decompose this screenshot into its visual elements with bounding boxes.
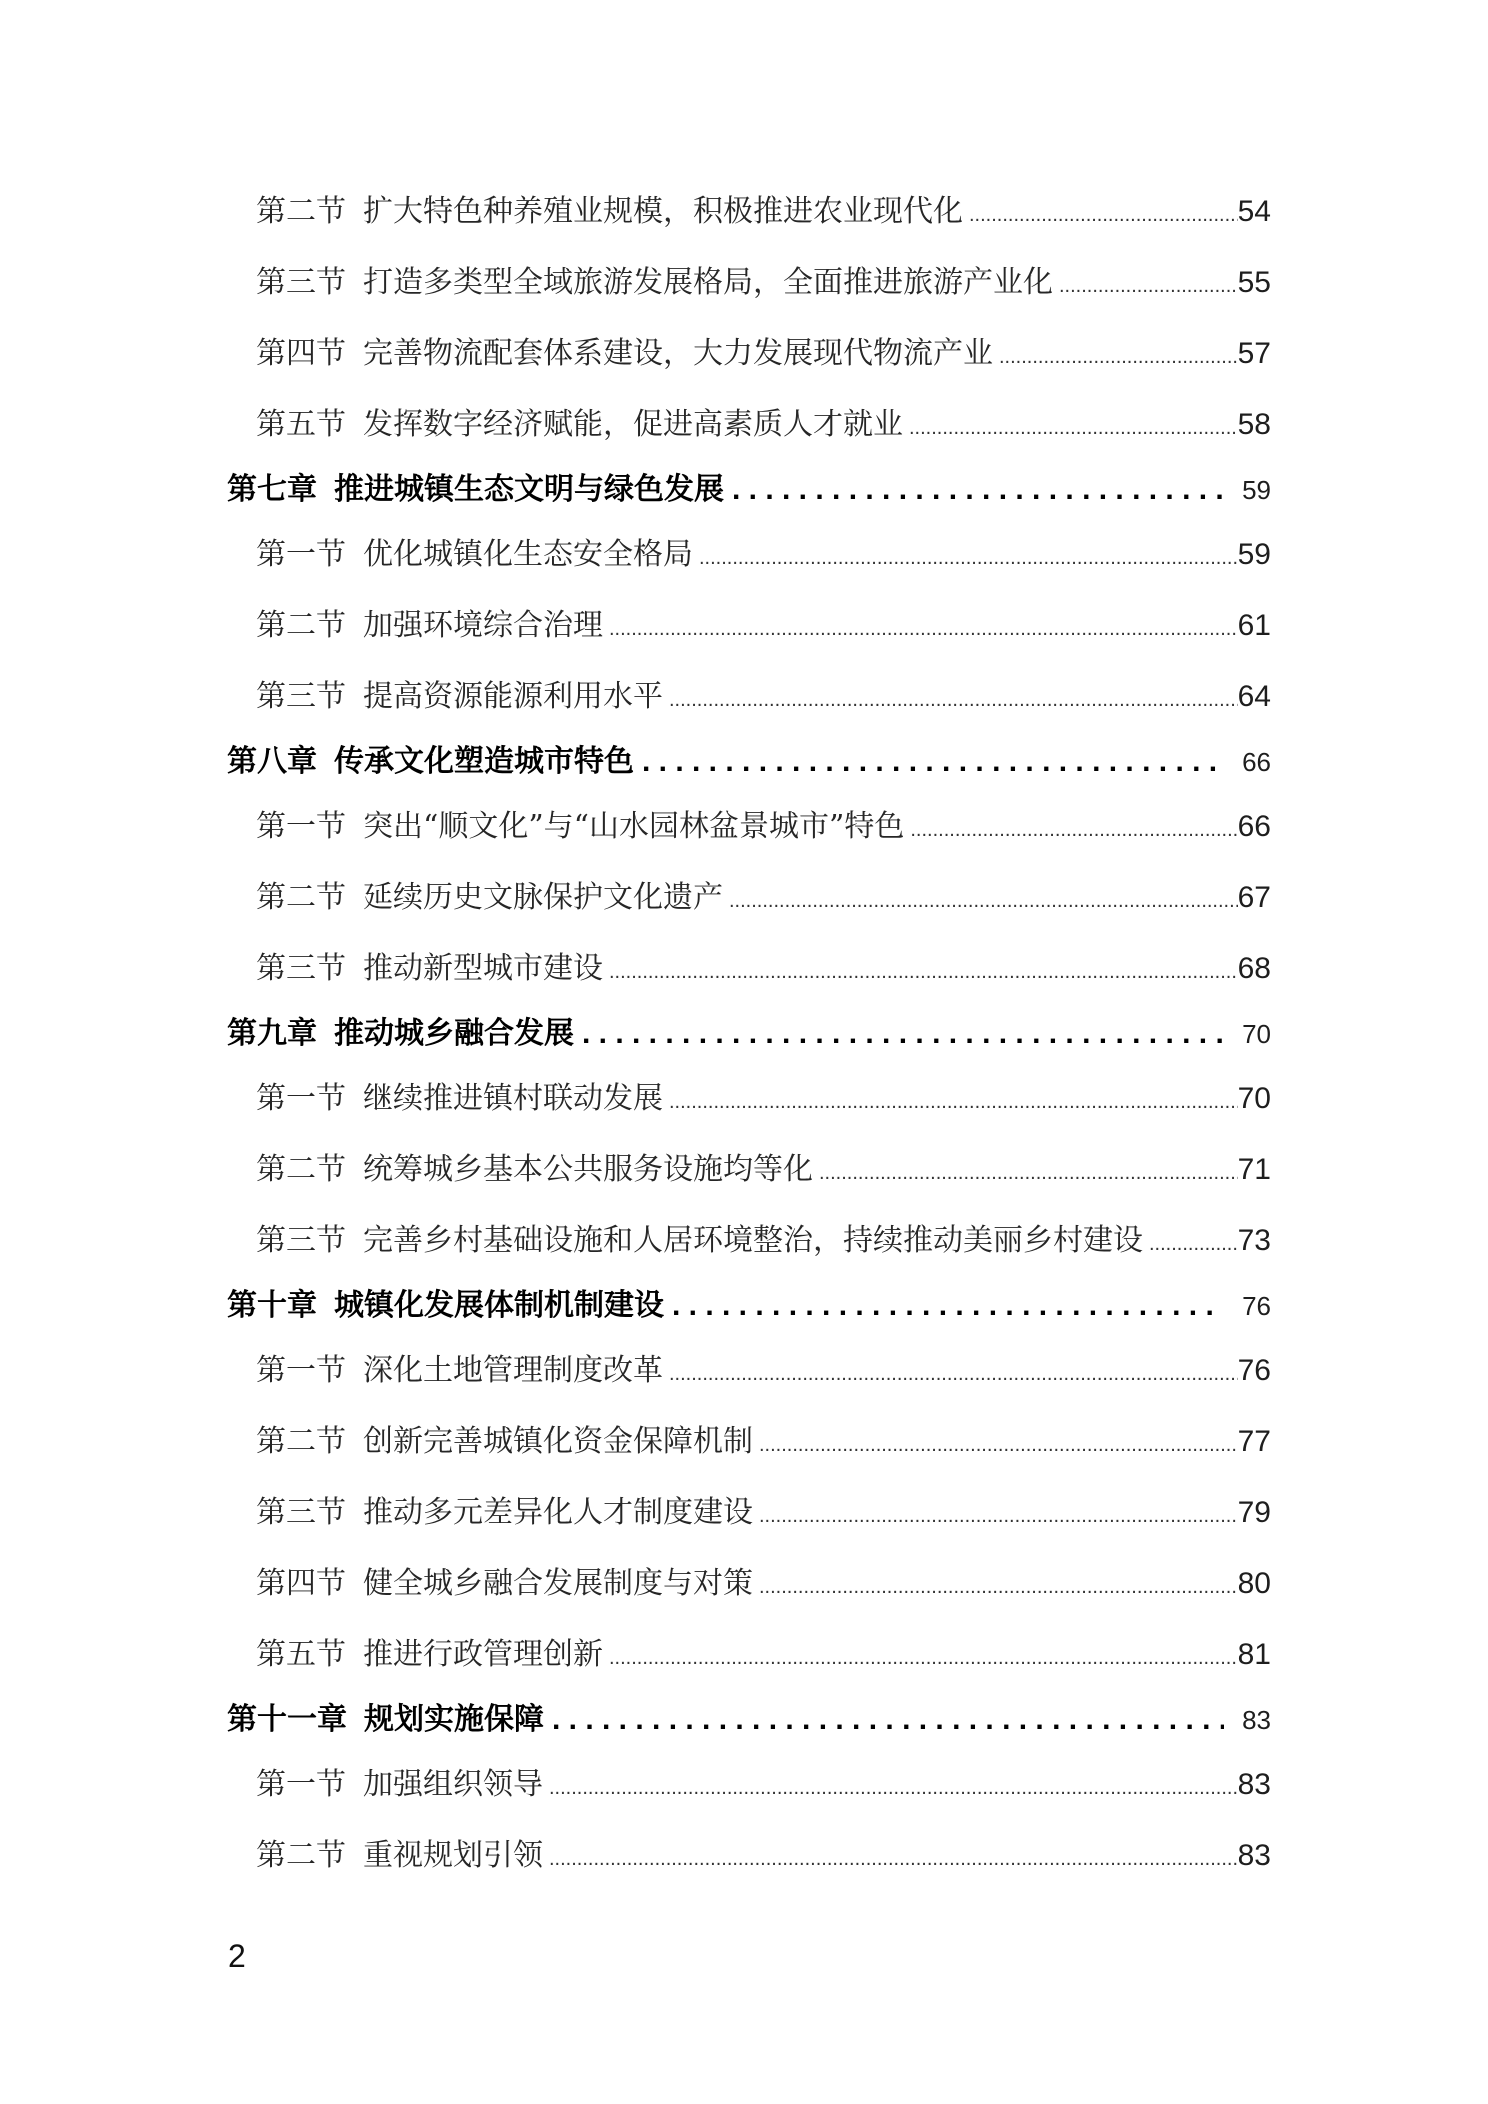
section-page-number: 81 — [1237, 1638, 1271, 1671]
dot-leader — [609, 1623, 1238, 1694]
section-page-number: 59 — [1237, 538, 1271, 571]
dot-leader — [642, 732, 1224, 791]
dot-leader — [609, 594, 1238, 665]
dot-leader — [549, 1753, 1238, 1824]
dot-leader — [669, 665, 1238, 736]
toc-section-row — [0, 1749, 1488, 1820]
section-label: 第四节 — [256, 1566, 346, 1601]
section-page-number: 83 — [1237, 1839, 1271, 1872]
toc-section-row — [0, 590, 1488, 661]
toc-section-row — [0, 1548, 1488, 1619]
section-page-number: 55 — [1237, 266, 1271, 299]
page-number: 2 — [228, 1938, 246, 1974]
section-title: 完善乡村基础设施和人居环境整治，持续推动美丽乡村建设 — [363, 1223, 1143, 1258]
section-page-number: 64 — [1237, 680, 1271, 713]
section-title: 创新完善城镇化资金保障机制 — [363, 1424, 753, 1459]
section-title: 提高资源能源利用水平 — [363, 679, 663, 714]
section-label: 第五节 — [256, 1637, 346, 1672]
toc-section-row — [0, 1063, 1488, 1134]
dot-leader — [819, 1138, 1238, 1209]
dot-leader — [909, 393, 1238, 464]
section-title: 发挥数字经济赋能，促进高素质人才就业 — [363, 407, 903, 442]
toc-section-row — [0, 1134, 1488, 1205]
toc-section-row — [0, 1406, 1488, 1477]
chapter-label: 第七章 — [227, 472, 317, 507]
toc-section-row — [0, 791, 1488, 862]
section-page-number: 80 — [1237, 1567, 1271, 1600]
section-label: 第三节 — [256, 951, 346, 986]
section-label: 第二节 — [256, 608, 346, 643]
chapter-title: 城镇化发展体制机制建设 — [334, 1288, 664, 1323]
dot-leader — [759, 1410, 1238, 1481]
dot-leader — [1149, 1209, 1238, 1280]
section-title: 完善物流配套体系建设，大力发展现代物流产业 — [363, 336, 993, 371]
section-page-number: 77 — [1237, 1425, 1271, 1458]
section-label: 第二节 — [256, 1838, 346, 1873]
toc-section-row — [0, 318, 1488, 389]
section-label: 第二节 — [256, 880, 346, 915]
section-title: 加强组织领导 — [363, 1767, 543, 1802]
section-title: 突出“顺文化”与“山水园林盆景城市”特色 — [363, 809, 905, 844]
toc-chapter-row — [0, 1004, 1488, 1063]
section-label: 第三节 — [256, 1223, 346, 1258]
dot-leader — [969, 180, 1238, 251]
section-title: 推动新型城市建设 — [363, 951, 603, 986]
toc-chapter-row — [0, 1276, 1488, 1335]
dot-leader — [699, 523, 1238, 594]
section-page-number: 61 — [1237, 609, 1271, 642]
section-title: 优化城镇化生态安全格局 — [363, 537, 693, 572]
section-page-number: 83 — [1237, 1768, 1271, 1801]
toc-section-row — [0, 1335, 1488, 1406]
dot-leader — [549, 1824, 1238, 1895]
section-label: 第三节 — [256, 679, 346, 714]
section-title: 重视规划引领 — [363, 1838, 543, 1873]
dot-leader — [999, 322, 1238, 393]
toc-section-row — [0, 661, 1488, 732]
dot-leader — [910, 795, 1237, 866]
section-page-number: 57 — [1237, 337, 1271, 370]
dot-leader — [672, 1276, 1224, 1335]
toc-section-row — [0, 1477, 1488, 1548]
dot-leader — [552, 1690, 1224, 1749]
section-title: 统筹城乡基本公共服务设施均等化 — [363, 1152, 813, 1187]
toc-chapter-row — [0, 1690, 1488, 1749]
toc-section-row — [0, 1820, 1488, 1891]
chapter-title: 规划实施保障 — [364, 1702, 544, 1737]
chapter-label: 第十章 — [227, 1288, 317, 1323]
table-of-contents — [0, 176, 1488, 1891]
section-title: 扩大特色种养殖业规模，积极推进农业现代化 — [363, 194, 963, 229]
dot-leader — [732, 460, 1224, 519]
section-page-number: 79 — [1237, 1496, 1271, 1529]
toc-chapter-row — [0, 460, 1488, 519]
toc-section-row — [0, 933, 1488, 1004]
section-page-number: 68 — [1237, 952, 1271, 985]
dot-leader — [1059, 251, 1238, 322]
dot-leader — [729, 866, 1238, 937]
section-title: 推动多元差异化人才制度建设 — [363, 1495, 753, 1530]
section-title: 健全城乡融合发展制度与对策 — [363, 1566, 753, 1601]
chapter-title: 推进城镇生态文明与绿色发展 — [334, 472, 724, 507]
toc-section-row — [0, 1619, 1488, 1690]
section-page-number: 71 — [1237, 1153, 1271, 1186]
section-title: 深化土地管理制度改革 — [363, 1353, 663, 1388]
section-title: 打造多类型全域旅游发展格局，全面推进旅游产业化 — [363, 265, 1053, 300]
section-page-number: 73 — [1237, 1224, 1271, 1257]
dot-leader — [759, 1552, 1238, 1623]
toc-section-row — [0, 176, 1488, 247]
toc-section-row — [0, 1205, 1488, 1276]
section-label: 第一节 — [256, 1353, 346, 1388]
chapter-page-number: 70 — [1242, 1019, 1271, 1049]
section-title: 延续历史文脉保护文化遗产 — [363, 880, 723, 915]
dot-leader — [759, 1481, 1238, 1552]
dot-leader — [582, 1004, 1224, 1063]
chapter-title: 推动城乡融合发展 — [334, 1016, 574, 1051]
chapter-label: 第九章 — [227, 1016, 317, 1051]
section-title: 加强环境综合治理 — [363, 608, 603, 643]
chapter-label: 第十一章 — [227, 1702, 347, 1737]
chapter-page-number: 83 — [1242, 1705, 1271, 1735]
dot-leader — [609, 937, 1238, 1008]
section-label: 第一节 — [256, 1081, 346, 1116]
chapter-page-number: 76 — [1242, 1291, 1271, 1321]
dot-leader — [669, 1067, 1238, 1138]
toc-section-row — [0, 389, 1488, 460]
chapter-title: 传承文化塑造城市特色 — [334, 744, 634, 779]
section-page-number: 58 — [1237, 408, 1271, 441]
section-label: 第一节 — [256, 1767, 346, 1802]
section-title: 推进行政管理创新 — [363, 1637, 603, 1672]
section-label: 第一节 — [256, 809, 346, 844]
section-label: 第五节 — [256, 407, 346, 442]
section-label: 第三节 — [256, 265, 346, 300]
section-page-number: 70 — [1237, 1082, 1271, 1115]
toc-section-row — [0, 247, 1488, 318]
section-page-number: 67 — [1237, 881, 1271, 914]
toc-section-row — [0, 862, 1488, 933]
section-page-number: 66 — [1237, 810, 1271, 843]
toc-chapter-row — [0, 732, 1488, 791]
chapter-label: 第八章 — [227, 744, 317, 779]
section-label: 第二节 — [256, 194, 346, 229]
section-label: 第四节 — [256, 336, 346, 371]
section-label: 第二节 — [256, 1424, 346, 1459]
chapter-page-number: 66 — [1242, 747, 1271, 777]
toc-section-row — [0, 519, 1488, 590]
dot-leader — [669, 1339, 1238, 1410]
section-label: 第一节 — [256, 537, 346, 572]
chapter-page-number: 59 — [1242, 475, 1271, 505]
section-title: 继续推进镇村联动发展 — [363, 1081, 663, 1116]
section-label: 第三节 — [256, 1495, 346, 1530]
section-label: 第二节 — [256, 1152, 346, 1187]
section-page-number: 54 — [1237, 195, 1271, 228]
section-page-number: 76 — [1237, 1354, 1271, 1387]
